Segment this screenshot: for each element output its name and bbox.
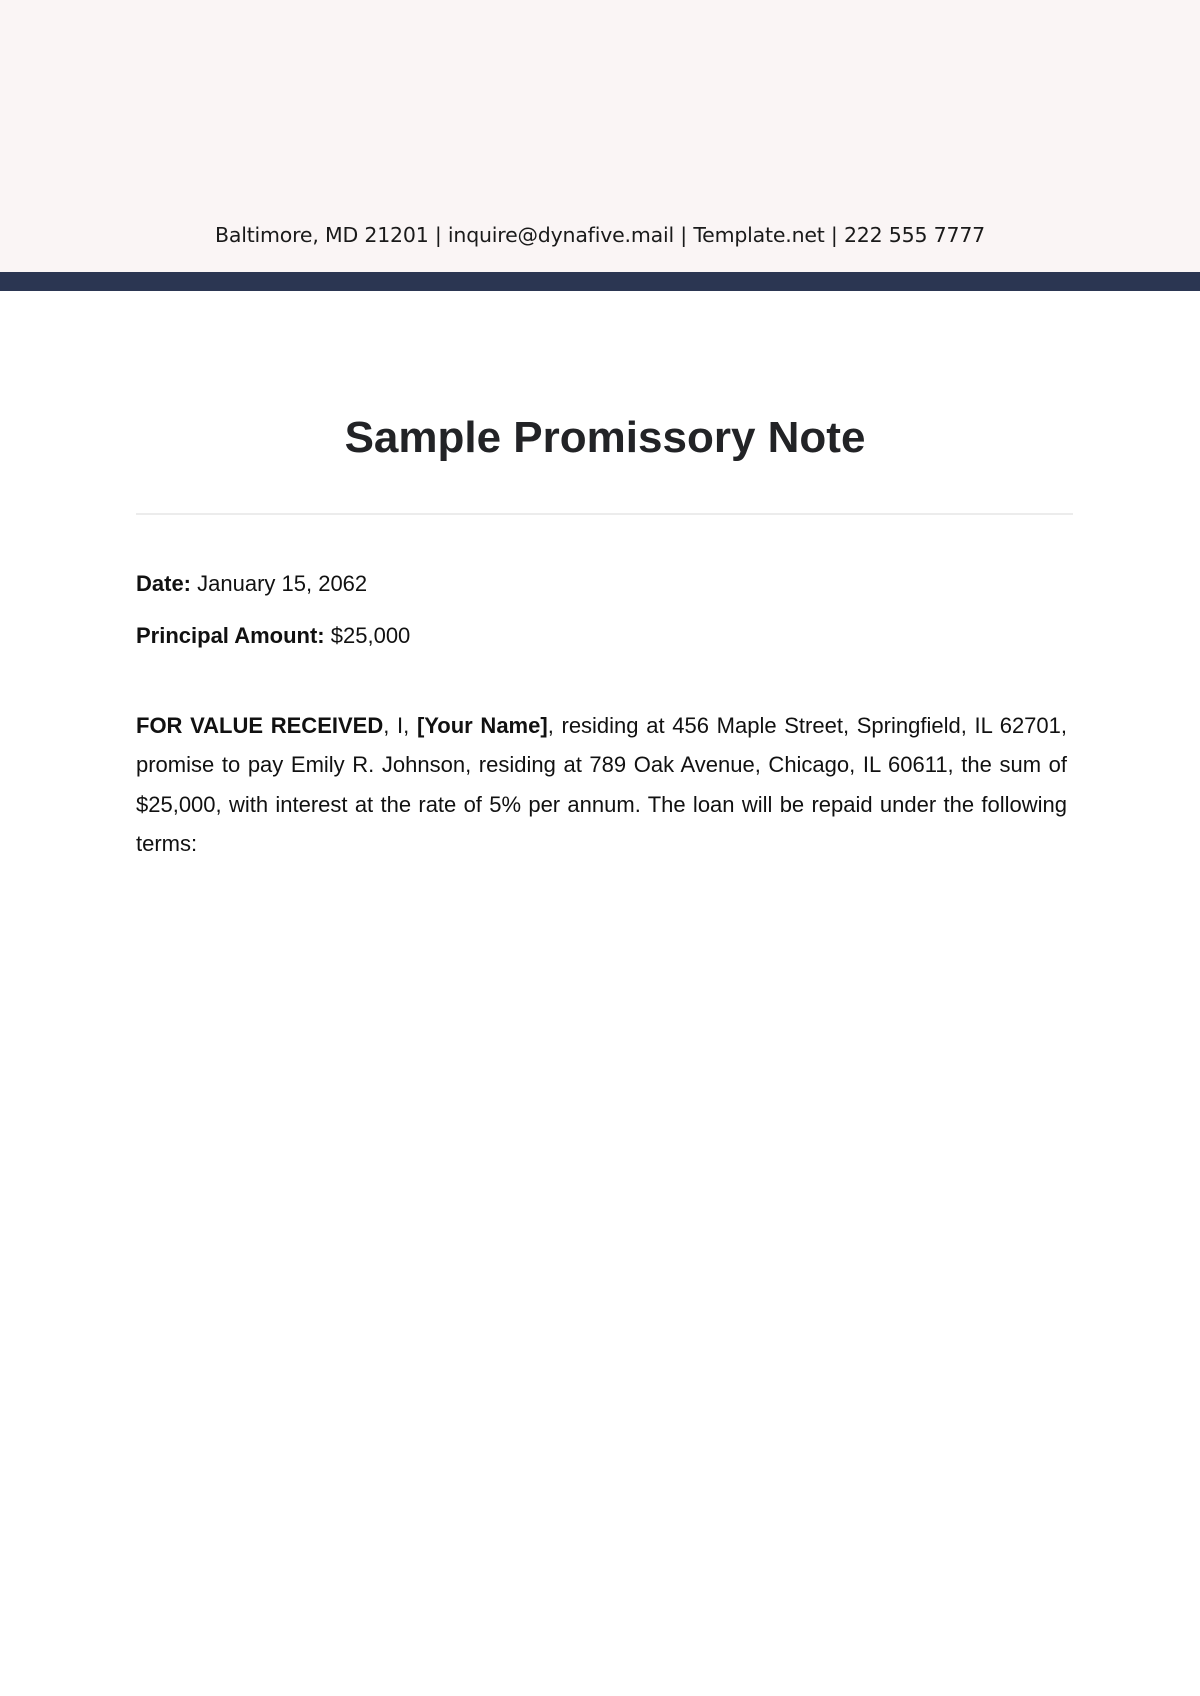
accent-bar	[0, 272, 1200, 291]
document-title: Sample Promissory Note	[344, 413, 866, 462]
principal-amount-value: $25,000	[330, 623, 411, 648]
date-value: January 15, 2062	[197, 571, 368, 596]
title-divider	[136, 513, 1073, 515]
for-value-received-text: FOR VALUE RECEIVED	[136, 713, 384, 738]
borrower-name-placeholder: [Your Name]	[416, 713, 548, 738]
date-field	[136, 570, 367, 598]
promissory-body-paragraph	[136, 706, 1067, 863]
principal-amount-field	[136, 622, 410, 650]
principal-amount-label: Principal Amount:	[136, 623, 325, 648]
body-separator: , I,	[383, 713, 417, 738]
date-label: Date:	[136, 571, 192, 596]
body-terms-text: , residing at 456 Maple Street, Springfield, IL 62701, promise to pay Emily R. Johnson, residing at 789 Oak Avenue, Chicago, IL 60611, the sum of $25,000, with interest at the rate of 5% per annum. The loan will be repaid under the following terms:	[136, 713, 1068, 856]
contact-info-line: Baltimore, MD 21201 | inquire@dynafive.mail | Template.net | 222 555 7777	[214, 223, 986, 247]
